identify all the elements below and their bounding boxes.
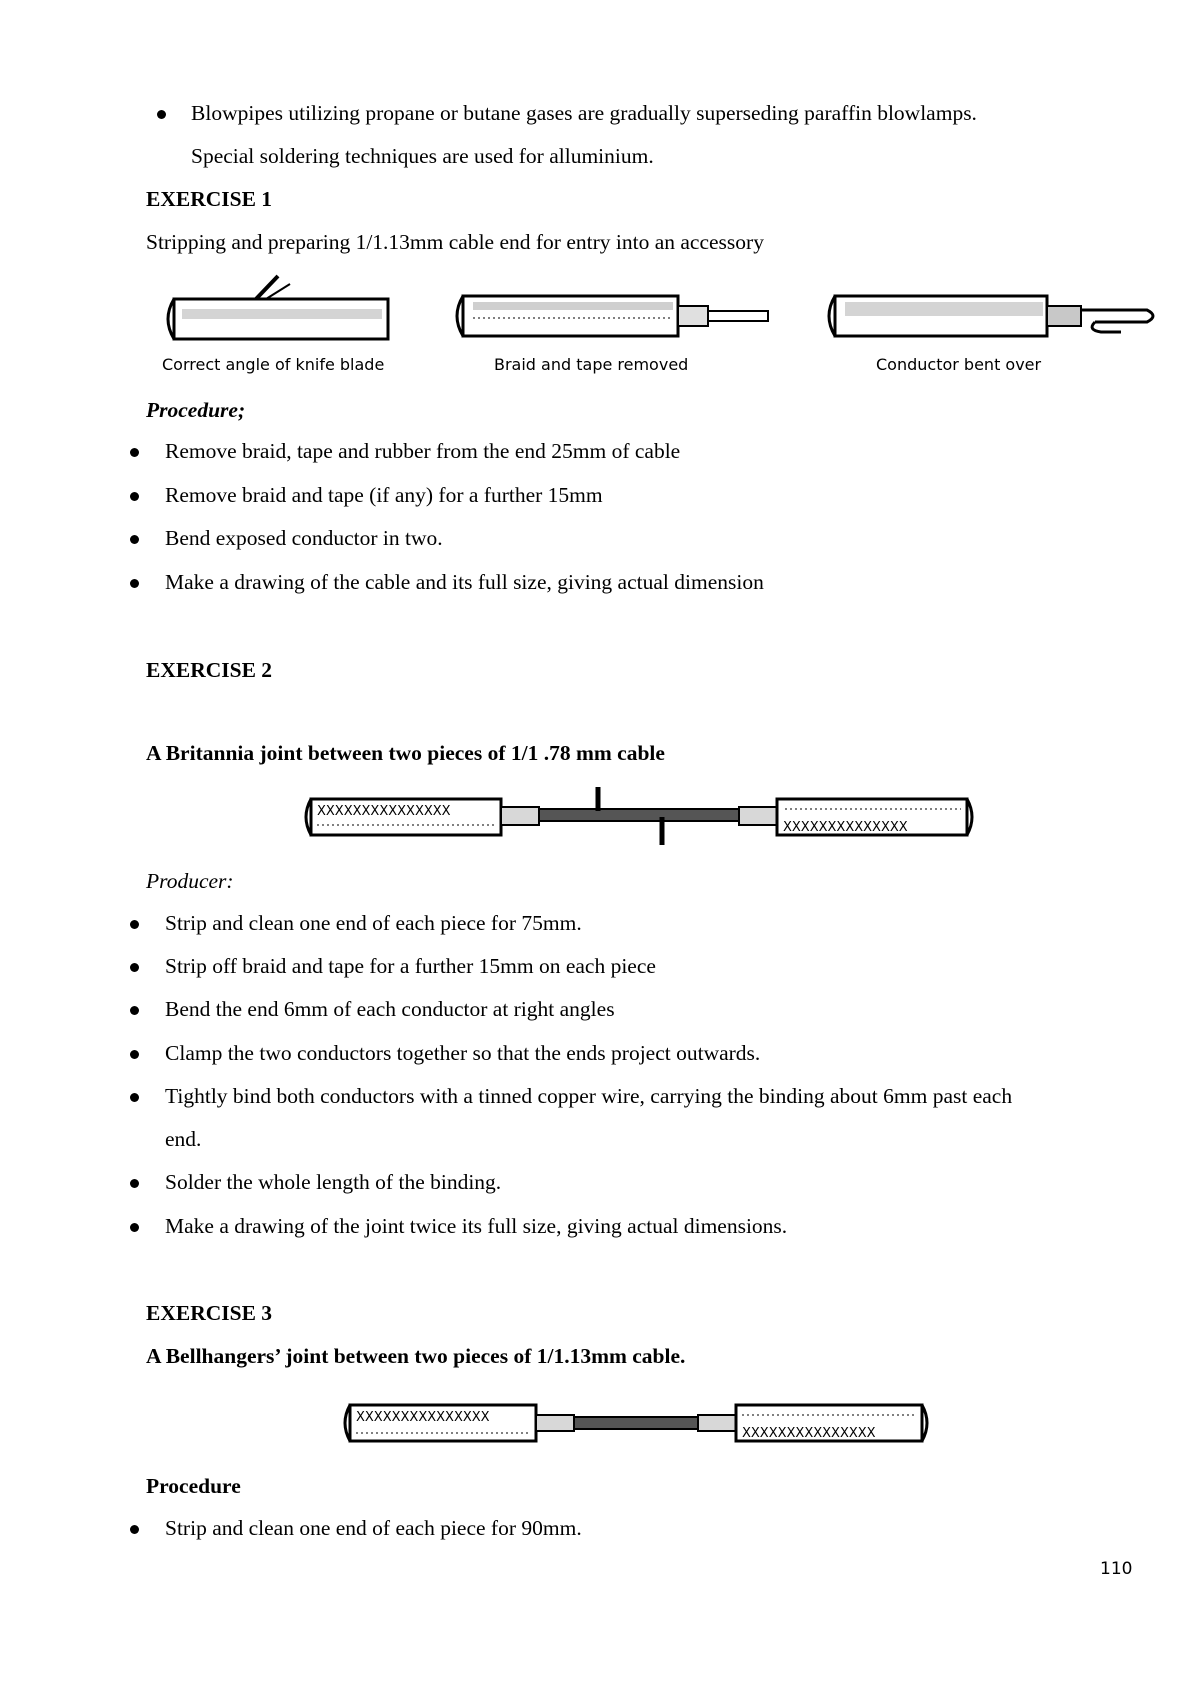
svg-text:XXXXXXXXXXXXXXX: XXXXXXXXXXXXXXX (742, 1426, 876, 1441)
figure-conductor-bent (825, 292, 1165, 342)
procedure-label-1: Procedure; (146, 398, 246, 422)
exercise-3-title: A Bellhangers’ joint between two pieces of 1/1.13mm cable. (146, 1344, 686, 1368)
exercise-3-heading: EXERCISE 3 (146, 1301, 273, 1325)
bullet-dot (130, 1525, 139, 1534)
bullet-dot (130, 1223, 139, 1232)
list-item: Make a drawing of the joint twice its full size, giving actual dimensions. (165, 1214, 788, 1238)
figure-bellhangers-joint (342, 1401, 942, 1447)
list-item: Strip off braid and tape for a further 15mm on each piece (165, 954, 656, 978)
bullet-dot (130, 920, 139, 929)
bullet-dot (130, 535, 139, 544)
exercise-2-title: A Britannia joint between two pieces of 1/1 .78 mm cable (146, 741, 665, 765)
list-item: Make a drawing of the cable and its full size, giving actual dimension (165, 570, 764, 594)
intro-line-1: Blowpipes utilizing propane or butane gases are gradually superseding paraffin blowlamps. (191, 101, 977, 125)
list-item: Remove braid and tape (if any) for a further 15mm (165, 483, 603, 507)
figure-braid-removed (455, 292, 785, 342)
procedure-label-2: Producer: (146, 869, 234, 893)
bullet-dot (130, 1179, 139, 1188)
bullet-dot (130, 1050, 139, 1059)
bullet-dot (130, 579, 139, 588)
list-item: Solder the whole length of the binding. (165, 1170, 502, 1194)
exercise-1-subtitle: Stripping and preparing 1/1.13mm cable end for entry into an accessory (146, 230, 764, 254)
bullet-dot (130, 1093, 139, 1102)
svg-text:XXXXXXXXXXXXXXX: XXXXXXXXXXXXXXX (356, 1410, 490, 1425)
bullet-dot (157, 110, 166, 119)
figure-knife-angle (160, 268, 400, 348)
list-item: Clamp the two conductors together so that the ends project outwards. (165, 1041, 761, 1065)
bullet-dot (130, 1006, 139, 1015)
list-item: Strip and clean one end of each piece for 75mm. (165, 911, 582, 935)
exercise-2-heading: EXERCISE 2 (146, 658, 273, 682)
caption-knife-angle: Correct angle of knife blade (162, 355, 385, 374)
list-item: Bend the end 6mm of each conductor at right angles (165, 997, 615, 1021)
caption-conductor-bent: Conductor bent over (876, 355, 1042, 374)
svg-text:XXXXXXXXXXXXXXX: XXXXXXXXXXXXXXX (317, 804, 451, 819)
list-item: Strip and clean one end of each piece for 90mm. (165, 1516, 582, 1540)
intro-line-2: Special soldering techniques are used for alluminium. (191, 144, 654, 168)
caption-braid-removed: Braid and tape removed (494, 355, 689, 374)
svg-text:XXXXXXXXXXXXXX: XXXXXXXXXXXXXX (783, 820, 908, 835)
bullet-dot (130, 963, 139, 972)
list-item: Tightly bind both conductors with a tinned copper wire, carrying the binding about 6mm past each (165, 1084, 1013, 1108)
bullet-dot (130, 448, 139, 457)
list-item: Bend exposed conductor in two. (165, 526, 443, 550)
figure-britannia-joint (305, 787, 975, 847)
bullet-dot (130, 492, 139, 501)
page-number: 110 (1100, 1559, 1133, 1579)
list-item-continuation: end. (165, 1127, 202, 1151)
list-item: Remove braid, tape and rubber from the end 25mm of cable (165, 439, 681, 463)
exercise-1-heading: EXERCISE 1 (146, 187, 273, 211)
procedure-label-3: Procedure (146, 1474, 241, 1498)
